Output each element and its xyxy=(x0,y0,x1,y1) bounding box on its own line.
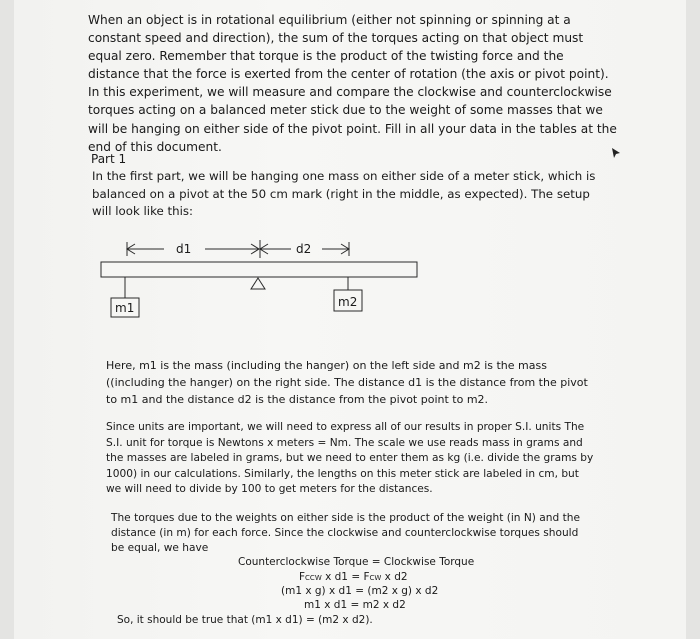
m1-label: m1 xyxy=(115,301,135,315)
equation-torque-balance: Counterclockwise Torque = Clockwise Torque xyxy=(238,556,475,568)
mouse-cursor-icon xyxy=(611,147,621,159)
equation-weight: (m1 x g) x d1 = (m2 x g) x d2 xyxy=(281,585,439,597)
equation-conclusion: So, it should be true that (m1 x d1) = (m2 x d2). xyxy=(117,614,373,626)
variables-explanation: Here, m1 is the mass (including the hanger) on the left side and m2 is the mass ((including the hanger) on the right side. The distance d1 is the distance from the pivot to m1 and the distance d2 is the distance from the pivot point to m2. xyxy=(106,359,588,406)
equation-force-distance: FCCW x d1 = FCW x d2 xyxy=(299,571,408,583)
torque-explanation: The torques due to the weights on either side is the product of the weight (in N) and the distance (in m) for each force. Since the clockwise and counterclockwise torques should be equal, we have xyxy=(111,512,580,555)
part1-heading: Part 1 xyxy=(91,152,127,166)
pivot-triangle xyxy=(251,278,265,289)
d2-label: d2 xyxy=(296,242,312,256)
m2-label: m2 xyxy=(338,295,358,309)
d1-label: d1 xyxy=(176,242,192,256)
document-page xyxy=(14,0,686,639)
units-explanation: Since units are important, we will need to express all of our results in proper S.I. units The S.I. unit for torque is Newtons x meters = Nm. The scale we use reads mass in grams and the masses are labeled in grams, but we need to enter them as kg (i.e. divide the grams by 1000) in our calculations. Similarly, the lengths on this meter stick are labeled in cm, but we will need to divide by 100 to get meters for the distances. xyxy=(106,421,594,496)
meter-stick xyxy=(101,262,417,277)
part1-description: In the first part, we will be hanging one mass on either side of a meter stick, which is balanced on a pivot at the 50 cm mark (right in the middle, as expected). The setup will look like this: xyxy=(92,169,596,218)
equation-mass-distance: m1 x d1 = m2 x d2 xyxy=(304,599,406,611)
intro-paragraph: When an object is in rotational equilibrium (either not spinning or spinning at a constant speed and direction), the sum of the torques acting on that object must equal zero. Remember that torque is the product of the twisting force and the distance that the force is exerted from the center of rotation (the axis or pivot point). In this experiment, we will measure and compare the clockwise and counterclockwise torques acting on a balanced meter stick due to the weight of some masses that we will be hanging on either side of the pivot point. Fill in all your data in the tables at the end of this document. xyxy=(88,13,617,154)
